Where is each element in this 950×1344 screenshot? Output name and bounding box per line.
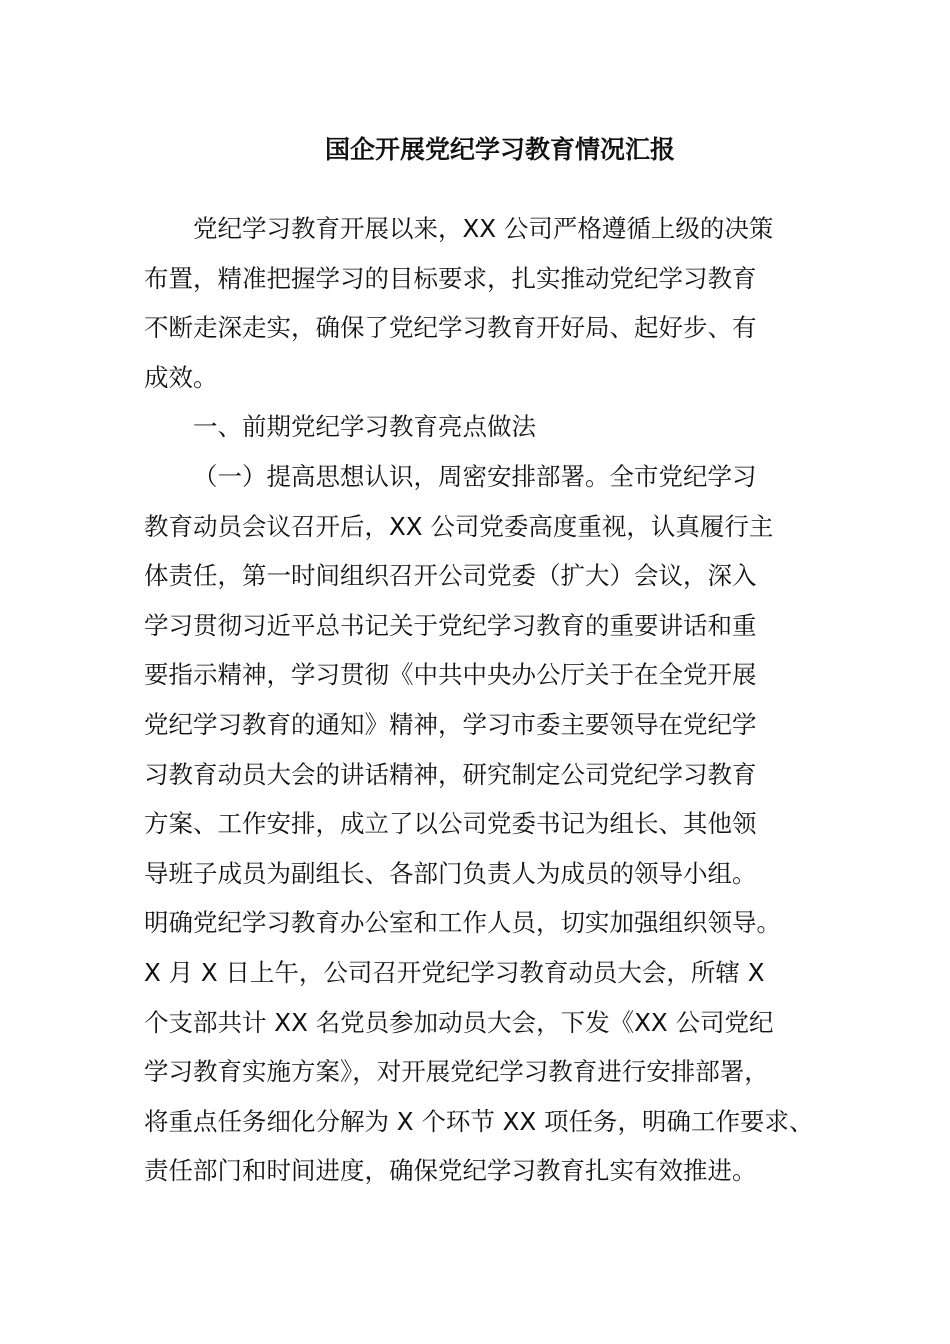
paragraph-line: 导班子成员为副组长、各部门负责人为成员的领导小组。 <box>144 858 757 888</box>
paragraph-line: 习教育动员大会的讲话精神，研究制定公司党纪学习教育 <box>144 759 757 789</box>
paragraph-line: 学习教育实施方案》，对开展党纪学习教育进行安排部署， <box>144 1057 769 1087</box>
paragraph-line: 要指示精神，学习贯彻《中共中央办公厅关于在全党开展 <box>144 660 757 690</box>
paragraph-line: 党纪学习教育开展以来，XX 公司严格遵循上级的决策 <box>193 214 774 243</box>
paragraph-line: 个支部共计 XX 名党员参加动员大会，下发《XX 公司党纪 <box>144 1007 774 1037</box>
paragraph-line: 布置，精准把握学习的目标要求，扎实推动党纪学习教育 <box>144 263 757 293</box>
section-heading: 一、前期党纪学习教育亮点做法 <box>193 412 536 442</box>
paragraph-line: 明确党纪学习教育办公室和工作人员，切实加强组织领导。 <box>144 908 781 938</box>
paragraph-line: 不断走深走实，确保了党纪学习教育开好局、起好步、有 <box>144 313 757 343</box>
paragraph-line: 将重点任务细化分解为 X 个环节 XX 项任务，明确工作要求、 <box>144 1106 814 1136</box>
paragraph-line: 教育动员会议召开后，XX 公司党委高度重视，认真履行主 <box>144 511 774 541</box>
paragraph-line: 学习贯彻习近平总书记关于党纪学习教育的重要讲话和重 <box>144 610 757 640</box>
document-body <box>144 204 814 1196</box>
document-title: 国企开展党纪学习教育情况汇报 <box>324 135 675 164</box>
subsection-heading-line: （一）提高思想认识，周密安排部署。全市党纪学习 <box>193 461 757 491</box>
paragraph-line: 方案、工作安排，成立了以公司党委书记为组长、其他领 <box>144 809 757 839</box>
paragraph-line: X 月 X 日上午，公司召开党纪学习教育动员大会，所辖 X <box>144 957 765 987</box>
paragraph-line: 成效。 <box>144 362 218 392</box>
paragraph-line: 体责任，第一时间组织召开公司党委（扩大）会议，深入 <box>144 561 757 591</box>
paragraph-line: 责任部门和时间进度，确保党纪学习教育扎实有效推进。 <box>144 1156 757 1186</box>
paragraph-line: 党纪学习教育的通知》精神，学习市委主要领导在党纪学 <box>144 709 757 739</box>
